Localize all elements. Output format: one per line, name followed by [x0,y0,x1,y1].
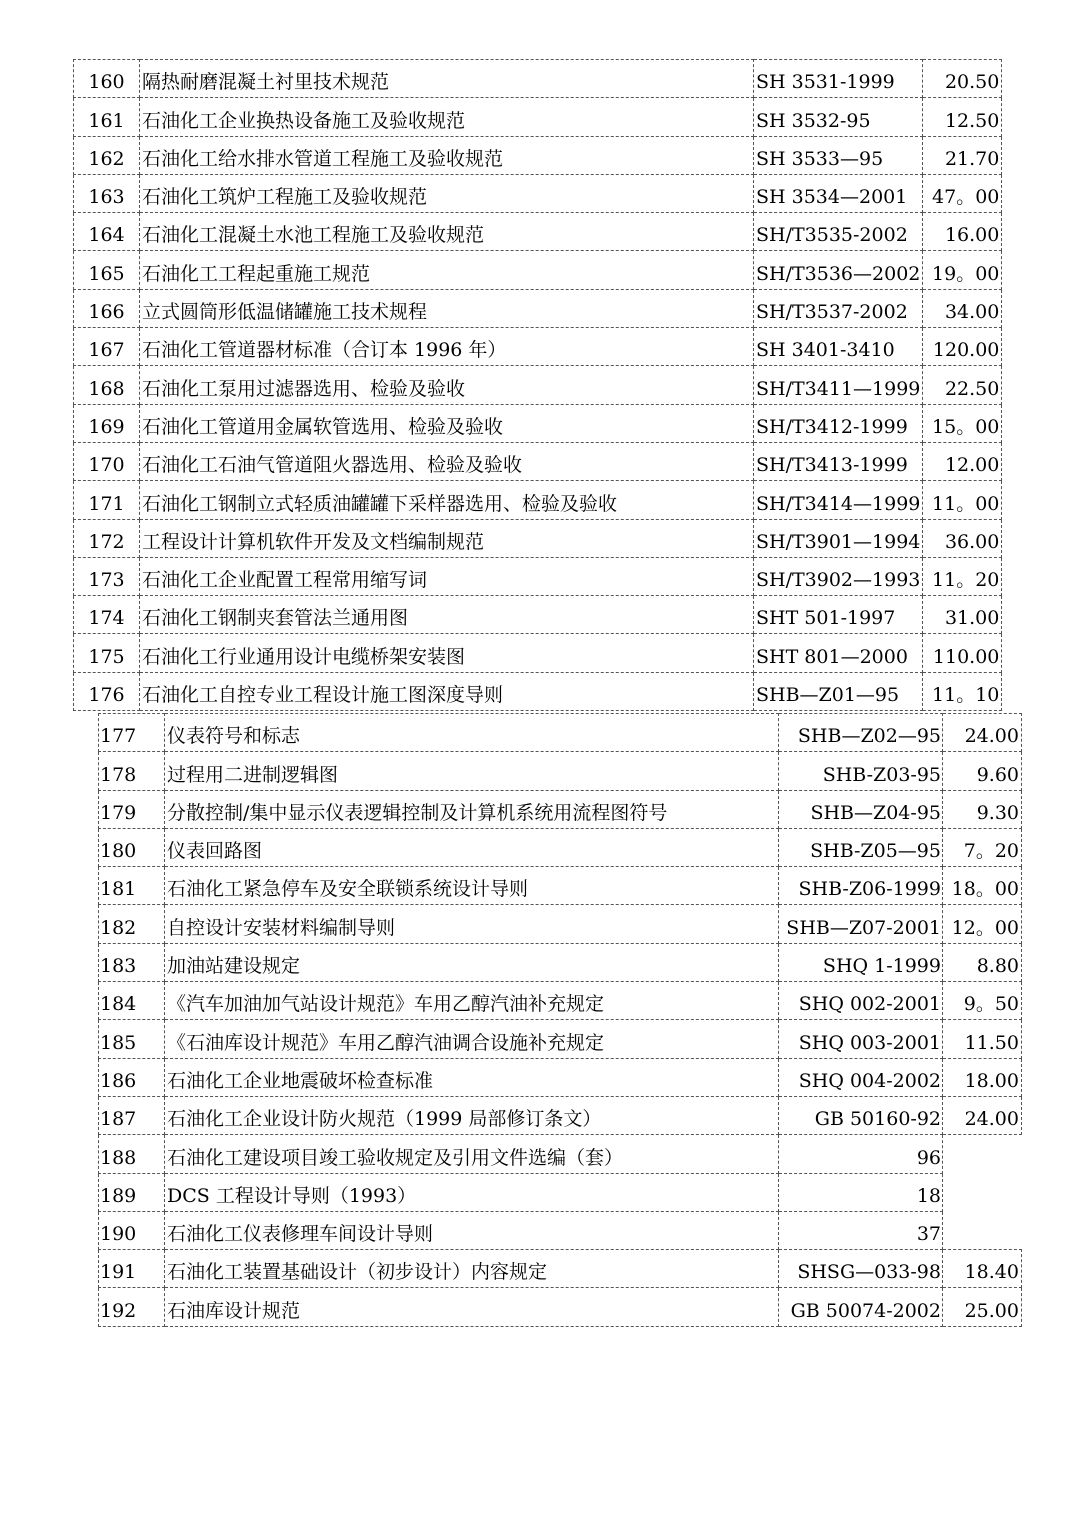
table-row [74,596,1002,634]
table-row [74,404,1002,442]
standard-title: 石油化工混凝土水池工程施工及验收规范 [140,213,754,251]
standard-code: SH/T3536—2002 [754,251,923,289]
price: 11.50 [943,1020,1022,1058]
standard-code: SHB—Z02—95 [779,714,943,752]
standard-title: 石油化工企业设计防火规范（1999 局部修订条文） [165,1096,779,1134]
price: 36.00 [923,519,1002,557]
row-number: 165 [74,251,140,289]
price: 12.00 [923,442,1002,480]
table-row [99,1288,1022,1326]
standard-title: 隔热耐磨混凝土衬里技术规范 [140,60,754,98]
row-number: 179 [99,790,165,828]
table-row [99,867,1022,905]
standard-code: SH 3531-1999 [754,60,923,98]
row-number: 183 [99,943,165,981]
table-row [99,828,1022,866]
standard-code: SHB-Z06-1999 [779,867,943,905]
price: 24.00 [943,1096,1022,1134]
price: 21.70 [923,136,1002,174]
standard-title: 分散控制/集中显示仪表逻辑控制及计算机系统用流程图符号 [165,790,779,828]
row-number: 188 [99,1135,165,1173]
table-row [99,943,1022,981]
row-number: 163 [74,174,140,212]
standard-title: 石油化工管道用金属软管选用、检验及验收 [140,404,754,442]
standard-code: SHQ 002-2001 [779,982,943,1020]
standard-code: SHB—Z07-2001 [779,905,943,943]
row-number: 192 [99,1288,165,1326]
price [943,1211,1022,1249]
row-number: 171 [74,481,140,519]
table-row [99,1020,1022,1058]
row-number: 187 [99,1096,165,1134]
standard-title: 石油化工建设项目竣工验收规定及引用文件选编（套） [165,1135,779,1173]
standard-code: SHB-Z03-95 [779,752,943,790]
standard-code: SH 3401-3410 [754,328,923,366]
standard-code: SH/T3535-2002 [754,213,923,251]
price: 11。10 [923,672,1002,710]
standard-code: SH/T3411—1999 [754,366,923,404]
standard-title: 石油化工企业换热设备施工及验收规范 [140,98,754,136]
row-number: 184 [99,982,165,1020]
row-number: 160 [74,60,140,98]
price: 15。00 [923,404,1002,442]
row-number: 186 [99,1058,165,1096]
table-row [74,366,1002,404]
standard-title: 仪表符号和标志 [165,714,779,752]
price: 120.00 [923,328,1002,366]
standard-title: 石油化工仪表修理车间设计导则 [165,1211,779,1249]
price: 22.50 [923,366,1002,404]
table-row [99,752,1022,790]
standard-code: SH/T3901—1994 [754,519,923,557]
standard-title: 立式圆筒形低温储罐施工技术规程 [140,289,754,327]
row-number: 180 [99,828,165,866]
price: 11。00 [923,481,1002,519]
table-row [74,328,1002,366]
table-row [99,1135,1022,1173]
row-number: 175 [74,634,140,672]
row-number: 164 [74,213,140,251]
standard-code: SH/T3537-2002 [754,289,923,327]
table-row [74,481,1002,519]
row-number: 172 [74,519,140,557]
table-row [74,442,1002,480]
table-row [74,519,1002,557]
standard-code: SH/T3413-1999 [754,442,923,480]
standard-code: SH 3534—2001 [754,174,923,212]
row-number: 178 [99,752,165,790]
standard-code: GB 50074-2002 [779,1288,943,1326]
price [943,1135,1022,1173]
price: 18。00 [943,867,1022,905]
price: 7。20 [943,828,1022,866]
table-row [99,1250,1022,1288]
row-number: 167 [74,328,140,366]
row-number: 185 [99,1020,165,1058]
table-row [99,1096,1022,1134]
standard-title: 仪表回路图 [165,828,779,866]
standard-title: 工程设计计算机软件开发及文档编制规范 [140,519,754,557]
row-number: 162 [74,136,140,174]
standard-title: 石油化工筑炉工程施工及验收规范 [140,174,754,212]
standard-title: 石油化工紧急停车及安全联锁系统设计导则 [165,867,779,905]
standard-title: 自控设计安装材料编制导则 [165,905,779,943]
standard-code: SHT 801—2000 [754,634,923,672]
standard-title: 石油化工给水排水管道工程施工及验收规范 [140,136,754,174]
price: 18.00 [943,1058,1022,1096]
standard-code: 37 [779,1211,943,1249]
price: 11。20 [923,557,1002,595]
row-number: 181 [99,867,165,905]
row-number: 166 [74,289,140,327]
standard-title: DCS 工程设计导则（1993） [165,1173,779,1211]
standard-title: 《石油库设计规范》车用乙醇汽油调合设施补充规定 [165,1020,779,1058]
price: 9。50 [943,982,1022,1020]
standard-code: GB 50160-92 [779,1096,943,1134]
standard-code: SHB—Z01—95 [754,672,923,710]
row-number: 174 [74,596,140,634]
price: 25.00 [943,1288,1022,1326]
price: 20.50 [923,60,1002,98]
table-row [74,251,1002,289]
price: 110.00 [923,634,1002,672]
row-number: 173 [74,557,140,595]
price: 47。00 [923,174,1002,212]
table-row [74,60,1002,98]
row-number: 176 [74,672,140,710]
standard-code: SHT 501-1997 [754,596,923,634]
standard-code: 18 [779,1173,943,1211]
standards-table-part1 [73,59,1002,711]
standard-code: SHB-Z05—95 [779,828,943,866]
standard-code: 96 [779,1135,943,1173]
standard-title: 石油化工企业配置工程常用缩写词 [140,557,754,595]
standard-title: 石油化工工程起重施工规范 [140,251,754,289]
standard-title: 石油化工钢制立式轻质油罐罐下采样器选用、检验及验收 [140,481,754,519]
price: 24.00 [943,714,1022,752]
standard-code: SH 3533—95 [754,136,923,174]
standard-title: 石油化工自控专业工程设计施工图深度导则 [140,672,754,710]
standard-code: SHQ 004-2002 [779,1058,943,1096]
table-row [74,672,1002,710]
row-number: 168 [74,366,140,404]
standard-title: 加油站建设规定 [165,943,779,981]
standard-title: 石油化工钢制夹套管法兰通用图 [140,596,754,634]
standard-code: SHB—Z04-95 [779,790,943,828]
table-row [99,1058,1022,1096]
standard-title: 石油化工装置基础设计（初步设计）内容规定 [165,1250,779,1288]
price: 31.00 [923,596,1002,634]
table-row [74,557,1002,595]
standard-code: SH/T3414—1999 [754,481,923,519]
table-row [99,714,1022,752]
row-number: 191 [99,1250,165,1288]
row-number: 177 [99,714,165,752]
standard-title: 石油化工泵用过滤器选用、检验及验收 [140,366,754,404]
standards-table-part2 [98,713,1022,1327]
standard-title: 石油化工管道器材标准（合订本 1996 年） [140,328,754,366]
row-number: 170 [74,442,140,480]
standard-title: 石油库设计规范 [165,1288,779,1326]
standard-code: SHSG—033-98 [779,1250,943,1288]
row-number: 182 [99,905,165,943]
price: 9.60 [943,752,1022,790]
standard-title: 《汽车加油加气站设计规范》车用乙醇汽油补充规定 [165,982,779,1020]
table-row [74,174,1002,212]
table-row [99,982,1022,1020]
table-row [74,634,1002,672]
table-row [74,98,1002,136]
table-row [99,790,1022,828]
standard-code: SH 3532-95 [754,98,923,136]
standard-title: 石油化工企业地震破坏检查标准 [165,1058,779,1096]
row-number: 189 [99,1173,165,1211]
price [943,1173,1022,1211]
table-row [74,289,1002,327]
table-row [99,905,1022,943]
standard-code: SH/T3412-1999 [754,404,923,442]
standard-code: SH/T3902—1993 [754,557,923,595]
price: 9.30 [943,790,1022,828]
price: 34.00 [923,289,1002,327]
price: 19。00 [923,251,1002,289]
standard-title: 石油化工行业通用设计电缆桥架安装图 [140,634,754,672]
row-number: 190 [99,1211,165,1249]
standard-title: 过程用二进制逻辑图 [165,752,779,790]
standard-code: SHQ 1-1999 [779,943,943,981]
price: 8.80 [943,943,1022,981]
price: 12.50 [923,98,1002,136]
table-row [74,213,1002,251]
table-row [74,136,1002,174]
table-row [99,1173,1022,1211]
price: 16.00 [923,213,1002,251]
standard-code: SHQ 003-2001 [779,1020,943,1058]
row-number: 161 [74,98,140,136]
row-number: 169 [74,404,140,442]
standard-title: 石油化工石油气管道阻火器选用、检验及验收 [140,442,754,480]
table-row [99,1211,1022,1249]
price: 12。00 [943,905,1022,943]
price: 18.40 [943,1250,1022,1288]
